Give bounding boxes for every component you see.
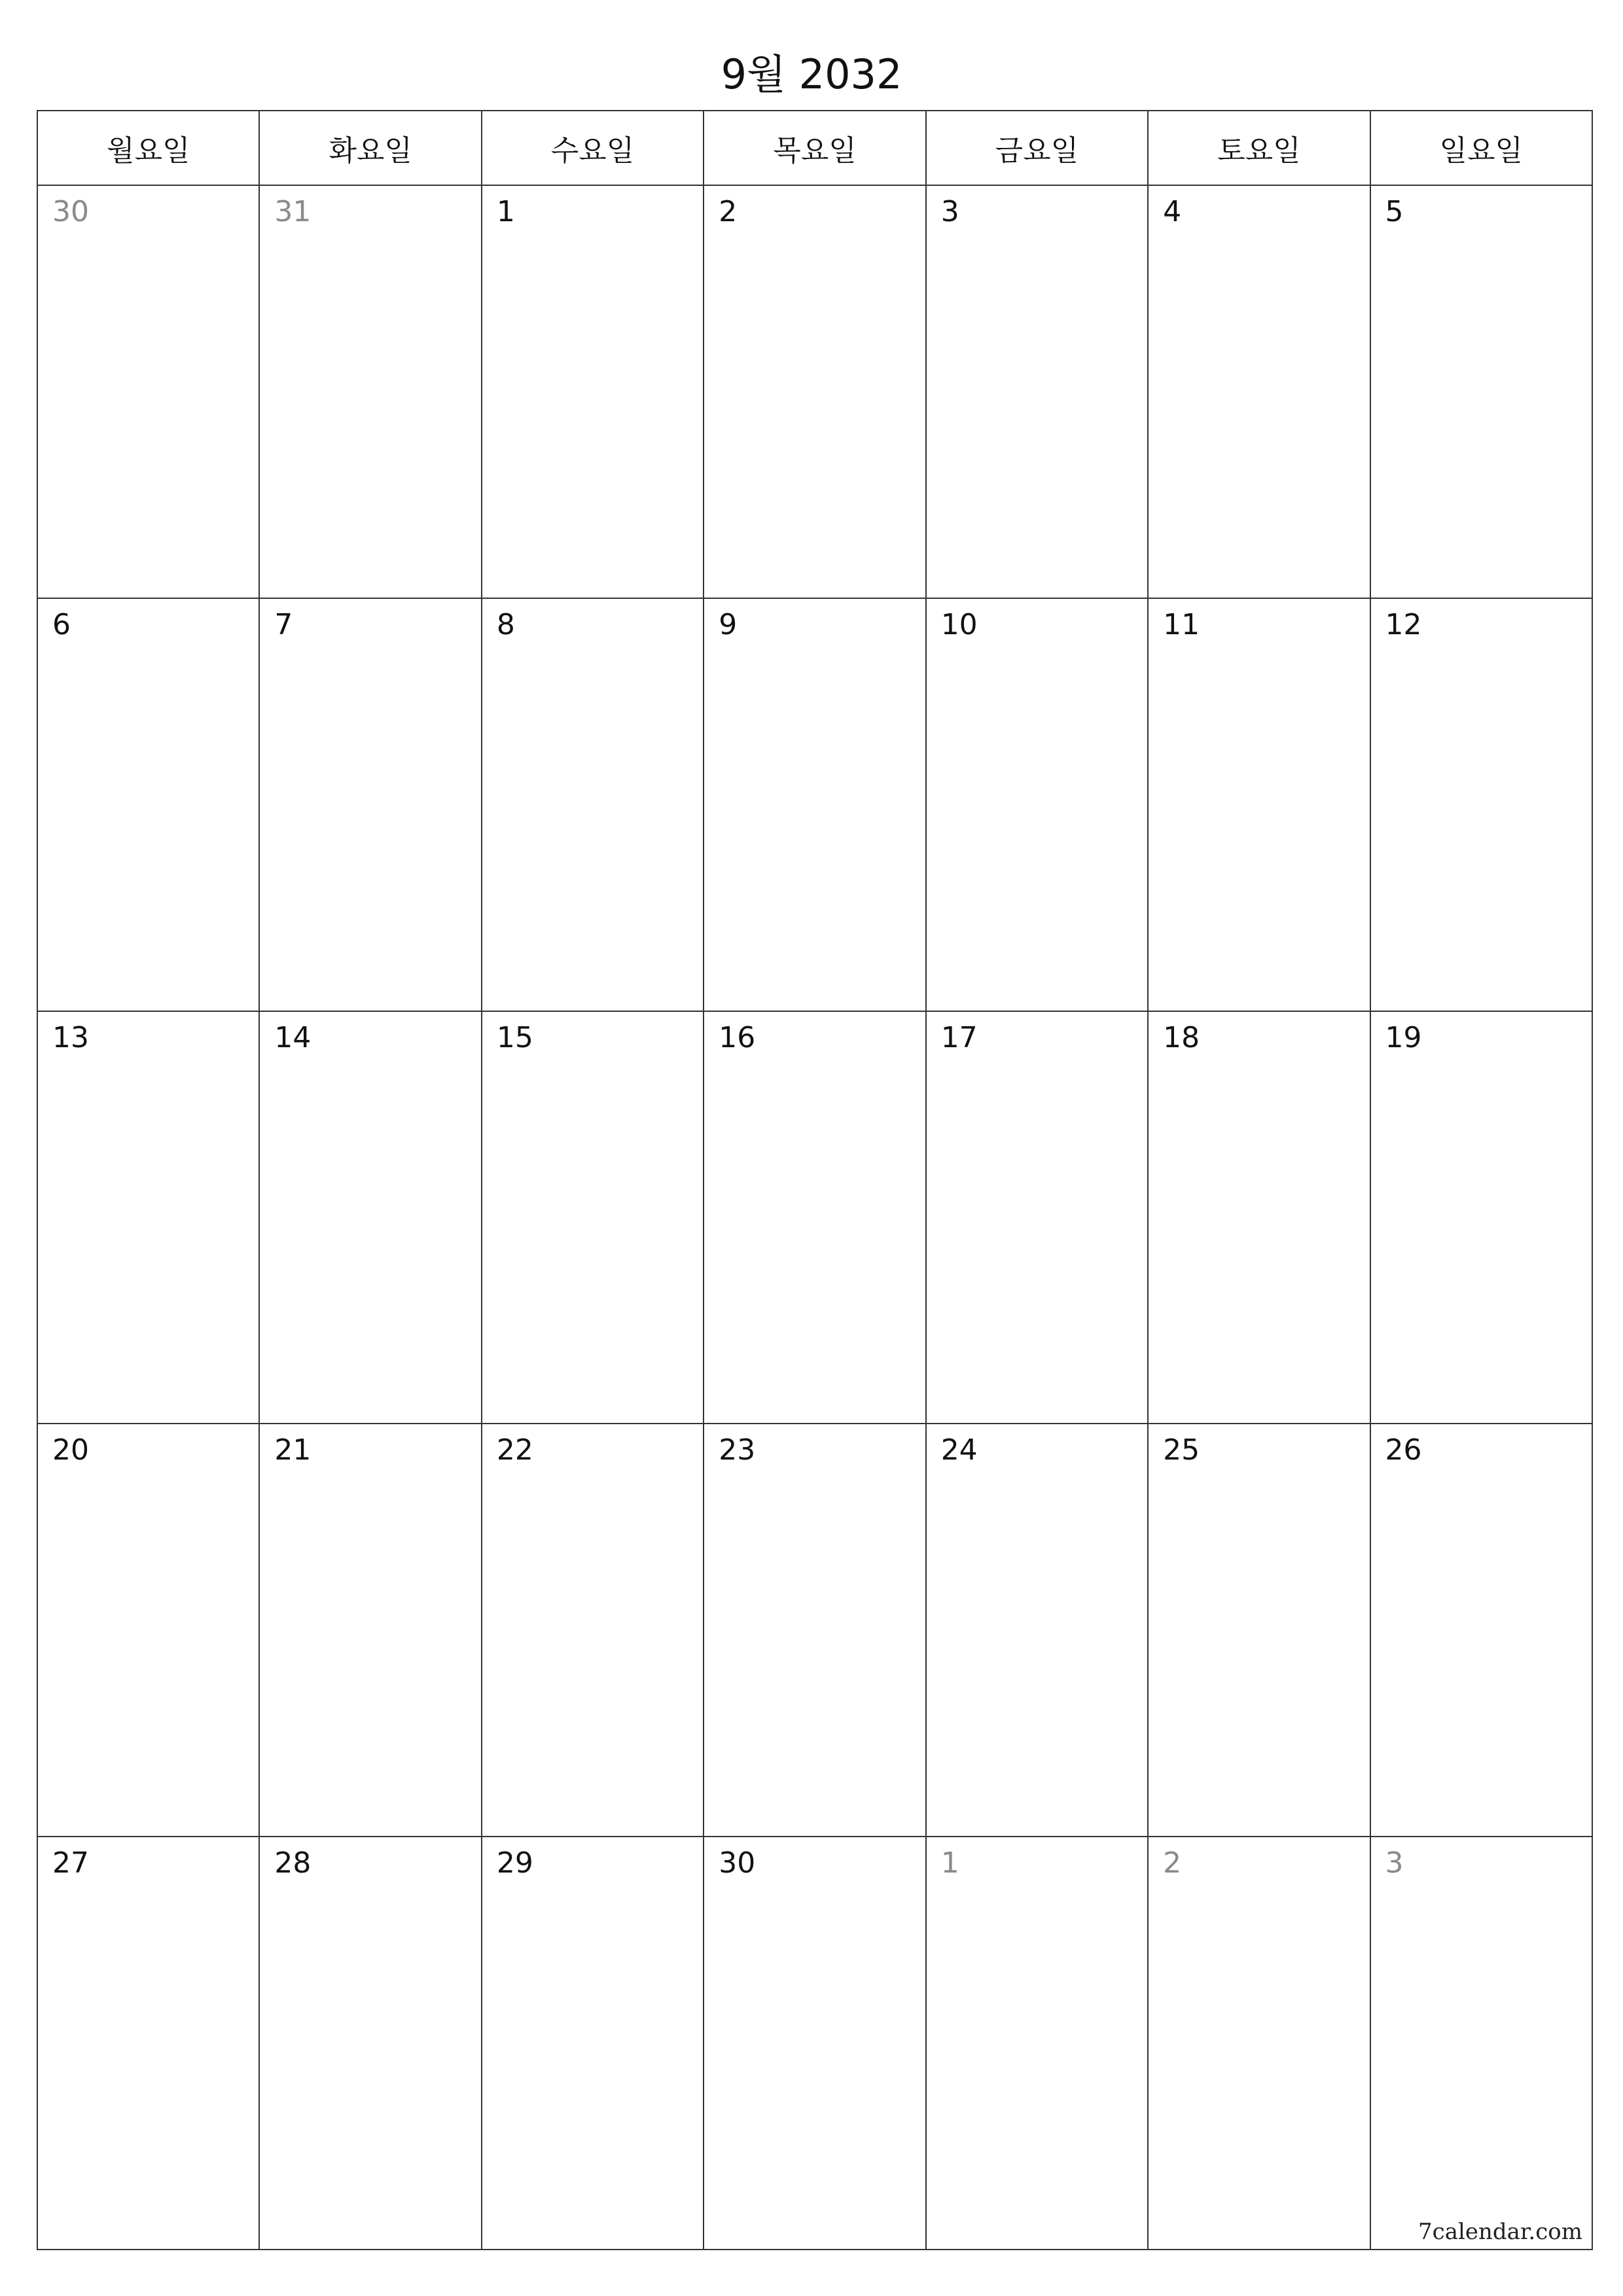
day-cell[interactable] — [482, 186, 704, 599]
weekday-header-wednesday: 수요일 — [482, 111, 704, 186]
week-row — [38, 186, 1593, 599]
day-cell[interactable] — [1371, 599, 1593, 1012]
day-cell[interactable] — [38, 1012, 260, 1425]
weekday-header-sunday: 일요일 — [1371, 111, 1593, 186]
weekday-header-thursday: 목요일 — [704, 111, 926, 186]
day-cell[interactable] — [1149, 186, 1370, 599]
day-number: 29 — [496, 1846, 533, 1880]
day-number: 10 — [940, 607, 978, 641]
weekday-header-saturday: 토요일 — [1149, 111, 1370, 186]
day-cell-other-month[interactable] — [1149, 1837, 1370, 2250]
day-number: 18 — [1163, 1020, 1200, 1054]
day-number: 2 — [1163, 1846, 1182, 1880]
week-rows — [38, 186, 1593, 2250]
weekday-header-friday: 금요일 — [927, 111, 1149, 186]
day-cell[interactable] — [260, 1424, 482, 1837]
day-number: 23 — [719, 1433, 756, 1467]
day-number: 3 — [1385, 1846, 1404, 1880]
day-cell[interactable] — [1371, 186, 1593, 599]
day-cell[interactable] — [482, 1424, 704, 1837]
day-cell[interactable] — [704, 1837, 926, 2250]
day-cell[interactable] — [260, 1837, 482, 2250]
day-cell[interactable] — [927, 186, 1149, 599]
day-number: 2 — [719, 195, 738, 228]
day-number: 14 — [274, 1020, 312, 1054]
day-number: 17 — [940, 1020, 978, 1054]
day-number: 31 — [274, 195, 312, 228]
day-cell-other-month[interactable] — [260, 186, 482, 599]
footer-watermark: 7calendar.com — [1418, 2219, 1582, 2245]
day-number: 19 — [1385, 1020, 1422, 1054]
day-cell-other-month[interactable] — [38, 186, 260, 599]
day-cell[interactable] — [704, 1012, 926, 1425]
day-number: 20 — [52, 1433, 89, 1467]
day-number: 1 — [940, 1846, 959, 1880]
day-number: 5 — [1385, 195, 1404, 228]
day-cell[interactable] — [482, 1012, 704, 1425]
day-number: 9 — [719, 607, 738, 641]
day-number: 25 — [1163, 1433, 1200, 1467]
day-number: 21 — [274, 1433, 312, 1467]
day-cell[interactable] — [1149, 1424, 1370, 1837]
day-cell[interactable] — [704, 186, 926, 599]
week-row — [38, 1837, 1593, 2250]
day-cell[interactable] — [1371, 1012, 1593, 1425]
day-number: 22 — [496, 1433, 533, 1467]
day-number: 27 — [52, 1846, 89, 1880]
day-cell[interactable] — [38, 599, 260, 1012]
day-number: 7 — [274, 607, 293, 641]
day-number: 8 — [496, 607, 515, 641]
day-cell[interactable] — [260, 599, 482, 1012]
day-cell[interactable] — [482, 1837, 704, 2250]
day-number: 4 — [1163, 195, 1182, 228]
day-number: 28 — [274, 1846, 312, 1880]
weekday-header-monday: 월요일 — [38, 111, 260, 186]
weekday-header-tuesday: 화요일 — [260, 111, 482, 186]
day-number: 13 — [52, 1020, 89, 1054]
day-number: 6 — [52, 607, 71, 641]
day-cell[interactable] — [1149, 599, 1370, 1012]
day-cell-other-month[interactable] — [1371, 1837, 1593, 2250]
day-number: 30 — [52, 195, 89, 228]
day-number: 15 — [496, 1020, 533, 1054]
day-number: 3 — [940, 195, 959, 228]
day-cell[interactable] — [482, 599, 704, 1012]
calendar-grid — [37, 110, 1593, 2250]
weekday-header-row — [38, 111, 1593, 186]
day-number: 26 — [1385, 1433, 1422, 1467]
day-number: 1 — [496, 195, 515, 228]
day-cell[interactable] — [260, 1012, 482, 1425]
day-number: 30 — [719, 1846, 756, 1880]
day-cell[interactable] — [927, 1012, 1149, 1425]
day-number: 16 — [719, 1020, 756, 1054]
calendar-title: 9월 2032 — [721, 50, 902, 98]
day-cell[interactable] — [1371, 1424, 1593, 1837]
day-number: 12 — [1385, 607, 1422, 641]
day-cell[interactable] — [704, 599, 926, 1012]
week-row — [38, 1012, 1593, 1425]
day-cell[interactable] — [927, 599, 1149, 1012]
day-cell[interactable] — [704, 1424, 926, 1837]
week-row — [38, 1424, 1593, 1837]
day-number: 24 — [940, 1433, 978, 1467]
day-cell[interactable] — [38, 1424, 260, 1837]
day-cell-other-month[interactable] — [927, 1837, 1149, 2250]
day-number: 11 — [1163, 607, 1200, 641]
day-cell[interactable] — [38, 1837, 260, 2250]
day-cell[interactable] — [1149, 1012, 1370, 1425]
day-cell[interactable] — [927, 1424, 1149, 1837]
week-row — [38, 599, 1593, 1012]
